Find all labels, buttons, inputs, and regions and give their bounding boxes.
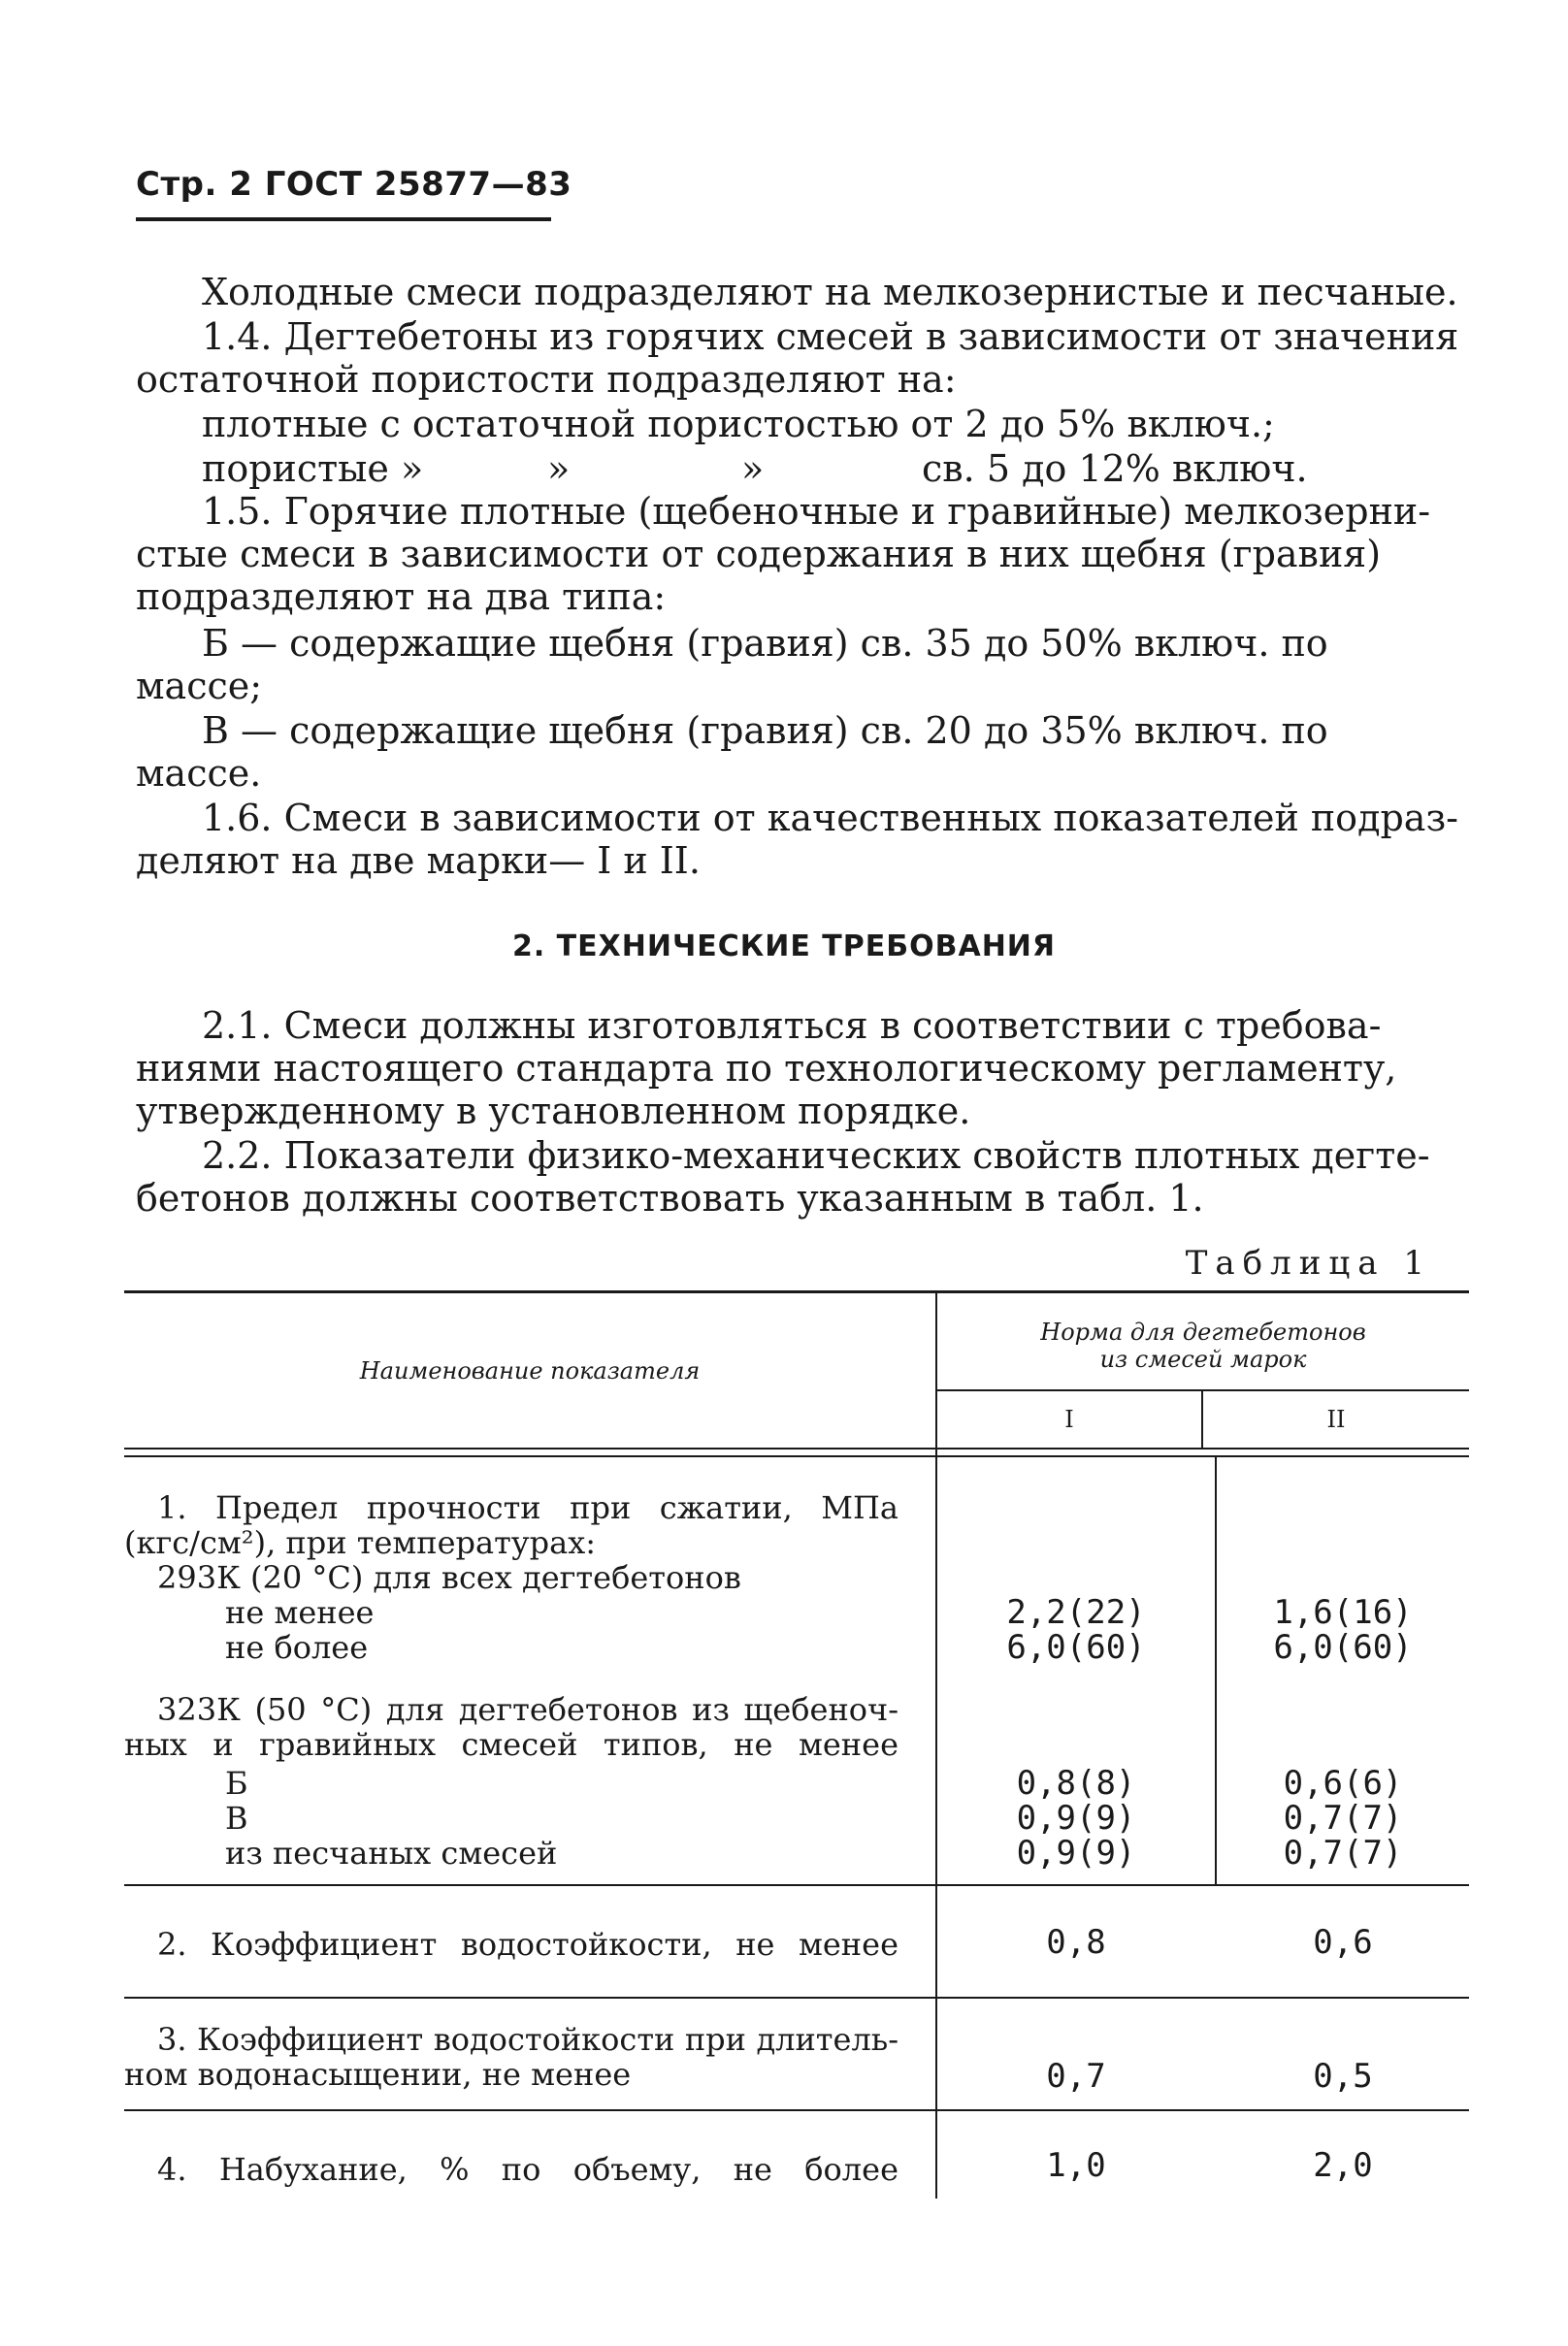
table-header-grade-II: II xyxy=(1326,1406,1346,1433)
paragraph-2-2-line1: 2.2. Показатели физико-механических свойств плотных дегте- xyxy=(202,1134,1430,1177)
table-row2-label: 2. Коэффициент водостойкости, не менее xyxy=(157,1926,898,1963)
paragraph-1-4-line3: плотные с остаточной пористостью от 2 до 5% включ.; xyxy=(202,403,1275,445)
ditto-mark: » xyxy=(741,447,765,490)
paragraph-1-5-line7: массе. xyxy=(136,752,262,795)
table-row1-I-min: 2,2(22) xyxy=(1006,1593,1146,1632)
table-row4-I: 1,0 xyxy=(1046,2146,1106,2185)
paragraph-1-5-type-v: В — содержащие щебня (гравия) св. 20 до 35% включ. по xyxy=(202,709,1328,752)
table-row4-label: 4. Набухание, % по объему, не более xyxy=(157,2151,898,2188)
table-row3-I: 0,7 xyxy=(1046,2057,1106,2096)
paragraph-1-4-line4d: св. 5 до 12% включ. xyxy=(922,447,1308,490)
table-row1-label-l1: 1. Предел прочности при сжатии, МПа xyxy=(157,1489,898,1526)
table-row1-I-type-v: 0,9(9) xyxy=(1016,1799,1136,1838)
paragraph-1-5-line3: подразделяют на два типа: xyxy=(136,575,667,618)
table-row-rule xyxy=(124,1997,1469,1999)
paragraph-1-5-line2: стые смеси в зависимости от содержания в них щебня (гравия) xyxy=(136,533,1382,575)
table-header-norm-l1: Норма для дегтебетонов xyxy=(1040,1319,1366,1346)
table-row4-II: 2,0 xyxy=(1313,2146,1373,2185)
paragraph-2-1-line2: ниями настоящего стандарта по технологическому регламенту, xyxy=(136,1047,1397,1090)
table-row1-II-min: 1,6(16) xyxy=(1273,1593,1413,1632)
paragraph-1-4-line4a: пористые » xyxy=(202,447,424,490)
paragraph-2-1-line1: 2.1. Смеси должны изготовляться в соответствии с требова- xyxy=(202,1004,1382,1047)
table-header-grade-I: I xyxy=(1064,1406,1074,1433)
header-underline xyxy=(136,217,551,221)
table-row3-II: 0,5 xyxy=(1313,2057,1373,2096)
paragraph-1-6-line2: деляют на две марки— I и II. xyxy=(136,839,701,882)
paragraph-2-1-line3: утвержденному в установленном порядке. xyxy=(136,1090,971,1132)
table-top-rule xyxy=(124,1290,1469,1293)
table-row1-I-max: 6,0(60) xyxy=(1006,1628,1146,1667)
table-row3-label-l2: ном водонасыщении, не менее xyxy=(124,2056,632,2093)
table-row1-label-l4: не менее xyxy=(225,1594,375,1631)
table-header-double-rule-b xyxy=(124,1455,1469,1457)
table-row2-II: 0,6 xyxy=(1313,1923,1373,1962)
page-header: Стр. 2 ГОСТ 25877—83 xyxy=(136,165,572,204)
paragraph-1-5-line1: 1.5. Горячие плотные (щебеночные и гравийные) мелкозерни- xyxy=(202,490,1431,533)
table-row1-II-sand: 0,7(7) xyxy=(1283,1834,1403,1873)
paragraph-1-4-line1: 1.4. Дегтебетоны из горячих смесей в зависимости от значения xyxy=(202,315,1459,358)
table-row1-II-max: 6,0(60) xyxy=(1273,1628,1413,1667)
paragraph-cold-mixes: Холодные смеси подразделяют на мелкозернистые и песчаные. xyxy=(202,271,1458,313)
table-row-rule xyxy=(124,1884,1469,1886)
table-row2-I: 0,8 xyxy=(1046,1923,1106,1962)
table-row1-I-type-b: 0,8(8) xyxy=(1016,1764,1136,1803)
table-header-name: Наименование показателя xyxy=(359,1357,701,1385)
paragraph-1-4-line2: остаточной пористости подразделяют на: xyxy=(136,358,957,401)
table-row3-label-l1: 3. Коэффициент водостойкости при длитель- xyxy=(157,2021,898,2058)
table-row1-label-l10: из песчаных смесей xyxy=(225,1835,558,1872)
table-row1-label-l2: (кгс/см²), при температурах: xyxy=(124,1524,597,1561)
table-row1-label-l5: не более xyxy=(225,1629,369,1666)
table-row1-label-l8: Б xyxy=(225,1765,248,1802)
paragraph-1-6-line1: 1.6. Смеси в зависимости от качественных показателей подраз- xyxy=(202,797,1459,839)
table-row1-II-type-v: 0,7(7) xyxy=(1283,1799,1403,1838)
table-row1-II-type-b: 0,6(6) xyxy=(1283,1764,1403,1803)
section-title: 2. ТЕХНИЧЕСКИЕ ТРЕБОВАНИЯ xyxy=(511,929,1057,963)
table-row1-I-sand: 0,9(9) xyxy=(1016,1834,1136,1873)
table-row1-label-l3: 293К (20 °С) для всех дегтебетонов xyxy=(157,1559,741,1596)
table-header-norm-l2: из смесей марок xyxy=(1099,1346,1307,1373)
paragraph-1-5-line5: массе; xyxy=(136,665,263,707)
table-row1-label-l7: ных и гравийных смесей типов, не менее xyxy=(124,1726,898,1763)
paragraph-2-2-line2: бетонов должны соответствовать указанным в табл. 1. xyxy=(136,1177,1204,1220)
table-row1-label-l9: В xyxy=(225,1800,248,1837)
table-header-double-rule-a xyxy=(124,1448,1469,1450)
table-row-rule xyxy=(124,2109,1469,2111)
table-row1-label-l6: 323К (50 °С) для дегтебетонов из щебеноч- xyxy=(157,1691,898,1728)
paragraph-1-5-type-b: Б — содержащие щебня (гравия) св. 35 до 50% включ. по xyxy=(202,622,1328,665)
ditto-mark: » xyxy=(547,447,571,490)
table-caption: Таблица 1 xyxy=(1185,1244,1432,1283)
